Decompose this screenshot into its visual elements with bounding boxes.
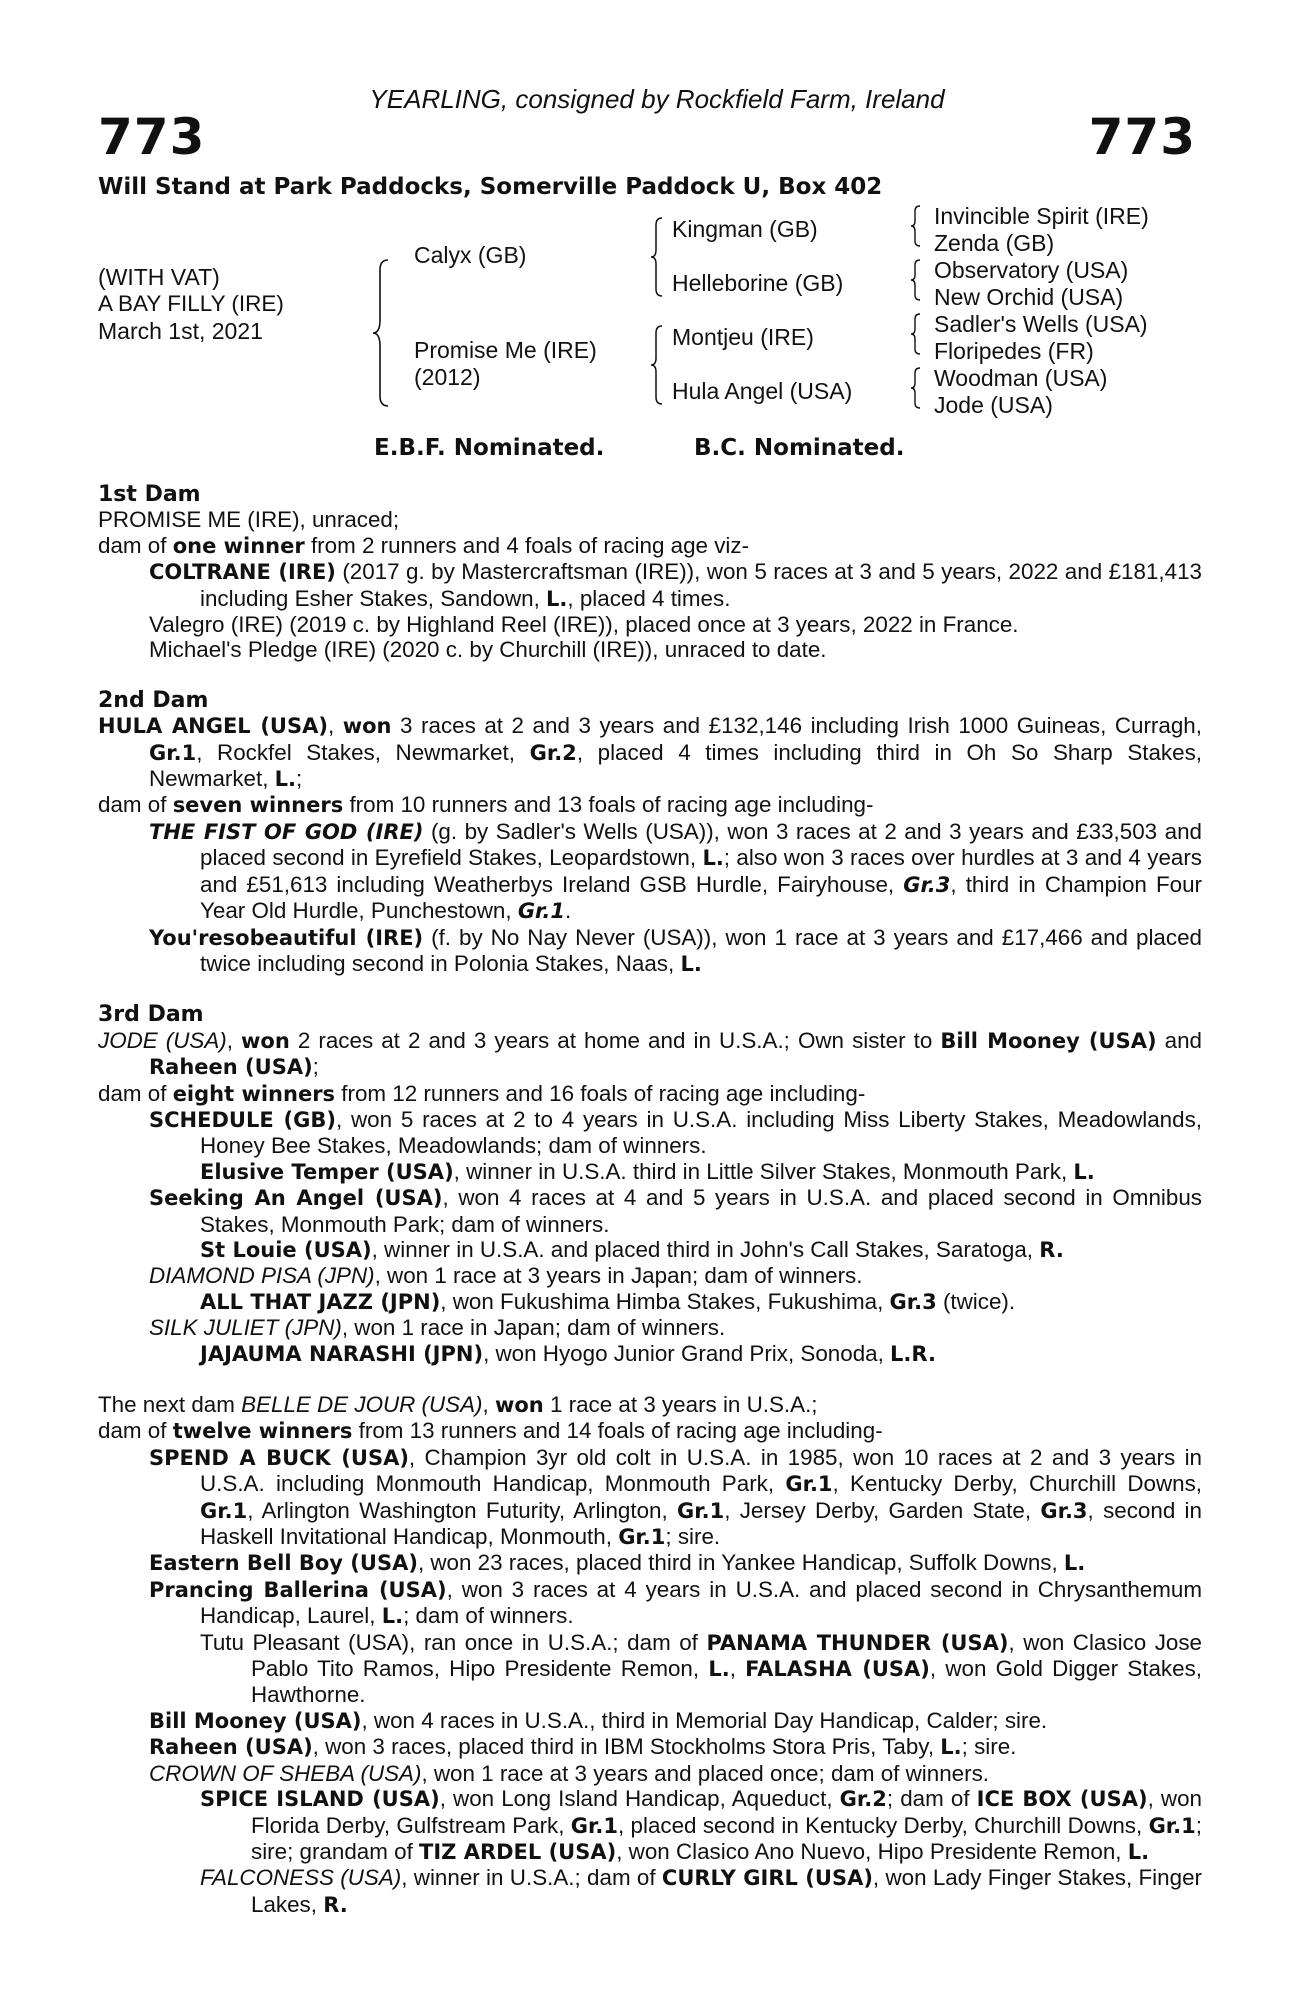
lot-number-right: 773	[1088, 108, 1196, 166]
produce-spend-a-buck: SPEND A BUCK (USA), Champion 3yr old colt in U.S.A. in 1985, won 10 races at 2 and 3 years in U.S.A. including Monmouth Handicap, Monmouth Park, Gr.1, Kentucky Derby, Churchill Downs, Gr.1, Arlington Washington Futurity, Arlington, Gr.1, Jersey Derby, Garden State, Gr.3, second in Haskell Invitational Handicap, Monmouth, Gr.1; sire.	[149, 1444, 1203, 1550]
first-dam-line: PROMISE ME (IRE), unraced;	[98, 507, 400, 533]
horse-name: A BAY FILLY (IRE)	[98, 291, 284, 316]
third-dam-produce-summary: dam of eight winners from 12 runners and 16 foals of racing age including-	[98, 1080, 866, 1106]
gg-6: Floripedes (FR)	[934, 338, 1094, 364]
second-dam-heading: 2nd Dam	[98, 687, 209, 713]
produce-coltrane: COLTRANE (IRE) (2017 g. by Mastercraftsman (IRE)), won 5 races at 3 and 5 years, 2022 and £181,413 including Esher Stakes, Sandown, L., placed 4 times.	[149, 559, 1202, 611]
second-dam-line: HULA ANGEL (USA), won 3 races at 2 and 3 years and £132,146 including Irish 1000 Guineas, Curragh, Gr.1, Rockfel Stakes, Newmarket, Gr.2, placed 4 times including third in Oh So Sharp Stakes, Newmarket, L.;	[98, 713, 1202, 792]
produce-jajauma-narashi: JAJAUMA NARASHI (JPN), won Hyogo Junior Grand Prix, Sonoda, L.R.	[200, 1340, 936, 1366]
produce-st-louie: St Louie (USA), winner in U.S.A. and placed third in John's Call Stakes, Saratoga, R.	[200, 1236, 1064, 1262]
gg-8: Jode (USA)	[934, 392, 1053, 418]
sire: Calyx (GB)	[414, 242, 527, 268]
sire-bracket	[650, 216, 666, 298]
produce-all-that-jazz: ALL THAT JAZZ (JPN), won Fukushima Himba Stakes, Fukushima, Gr.3 (twice).	[200, 1288, 1016, 1314]
gg-1: Invincible Spirit (IRE)	[934, 203, 1149, 229]
ebf-nomination: E.B.F. Nominated.	[374, 435, 605, 461]
main-bracket	[372, 258, 392, 408]
gg-4: New Orchid (USA)	[934, 284, 1124, 310]
produce-bill-mooney: Bill Mooney (USA), won 4 races in U.S.A., third in Memorial Day Handicap, Calder; sire.	[149, 1707, 1048, 1733]
produce-seeking-an-angel: Seeking An Angel (USA), won 4 races at 4 and 5 years in U.S.A. and placed second in Omnibus Stakes, Monmouth Park; dam of winners.	[149, 1185, 1202, 1237]
lot-number-left: 773	[98, 108, 206, 166]
g-bracket-3	[910, 312, 924, 356]
produce-schedule: SCHEDULE (GB), won 5 races at 2 to 4 years in U.S.A. including Miss Liberty Stakes, Meadowlands, Honey Bee Stakes, Meadowlands; dam of winners.	[149, 1106, 1202, 1159]
sire-sire: Kingman (GB)	[672, 216, 818, 242]
produce-raheen: Raheen (USA), won 3 races, placed third in IBM Stockholms Stora Pris, Taby, L.; sire.	[149, 1734, 1017, 1760]
produce-diamond-pisa: DIAMOND PISA (JPN), won 1 race at 3 years in Japan; dam of winners.	[149, 1263, 863, 1289]
produce-tutu-pleasant: Tutu Pleasant (USA), ran once in U.S.A.; dam of PANAMA THUNDER (USA), won Clasico Jose Pablo Tito Ramos, Hipo Presidente Remon, L., FALASHA (USA), won Gold Digger Stakes, Hawthorne.	[200, 1629, 1203, 1708]
catalogue-body	[98, 482, 1202, 1918]
produce-youresobeautiful: You'resobeautiful (IRE) (f. by No Nay Never (USA)), won 1 race at 3 years and £17,466 and placed twice including second in Polonia Stakes, Naas, L.	[149, 924, 1202, 976]
first-dam-produce-summary: dam of one winner from 2 runners and 4 foals of racing age viz-	[98, 532, 750, 558]
sire-dam: Helleborine (GB)	[672, 270, 844, 296]
g-bracket-4	[910, 366, 924, 410]
foaling-date: March 1st, 2021	[98, 318, 263, 344]
dam-year: (2012)	[414, 364, 481, 390]
produce-spice-island: SPICE ISLAND (USA), won Long Island Handicap, Aqueduct, Gr.2; dam of ICE BOX (USA), won Florida Derby, Gulfstream Park, Gr.1, placed second in Kentucky Derby, Churchill Downs, Gr.1; sire; grandam of TIZ ARDEL (USA), won Clasico Ano Nuevo, Hipo Presidente Remon, L.	[200, 1786, 1202, 1864]
produce-elusive-temper: Elusive Temper (USA), winner in U.S.A. third in Little Silver Stakes, Monmouth Park, L.	[200, 1158, 1095, 1184]
g-bracket-2	[910, 258, 924, 302]
gg-2: Zenda (GB)	[934, 230, 1055, 256]
produce-fist-of-god: THE FIST OF GOD (IRE) (g. by Sadler's Wells (USA)), won 3 races at 2 and 3 years and £33,503 and placed second in Eyrefield Stakes, Leopardstown, L.; also won 3 races over hurdles at 3 and 4 years and £51,613 including Weatherbys Ireland GSB Hurdle, Fairyhouse, Gr.3, third in Champion Four Year Old Hurdle, Punchestown, Gr.1.	[149, 818, 1203, 924]
first-dam-heading: 1st Dam	[98, 482, 201, 507]
dam-dam: Hula Angel (USA)	[672, 378, 853, 404]
produce-crown-of-sheba: CROWN OF SHEBA (USA), won 1 race at 3 years and placed once; dam of winners.	[149, 1760, 989, 1786]
next-dam-produce-summary: dam of twelve winners from 13 runners and 14 foals of racing age including-	[98, 1418, 883, 1444]
dam-sire: Montjeu (IRE)	[672, 324, 814, 350]
bc-nomination: B.C. Nominated.	[694, 435, 905, 461]
produce-eastern-bell-boy: Eastern Bell Boy (USA), won 23 races, placed third in Yankee Handicap, Suffolk Downs, L.	[149, 1550, 1086, 1576]
next-dam-line: The next dam BELLE DE JOUR (USA), won 1 race at 3 years in U.S.A.;	[98, 1392, 818, 1417]
produce-valegro: Valegro (IRE) (2019 c. by Highland Reel (IRE)), placed once at 3 years, 2022 in France.	[149, 612, 1019, 638]
third-dam-line: JODE (USA), won 2 races at 2 and 3 years at home and in U.S.A.; Own sister to Bill Mooney (USA) and Raheen (USA);	[98, 1027, 1202, 1080]
gg-3: Observatory (USA)	[934, 257, 1129, 283]
dam-bracket	[650, 324, 666, 406]
third-dam-heading: 3rd Dam	[98, 1002, 204, 1028]
produce-falconess: FALCONESS (USA), winner in U.S.A.; dam of CURLY GIRL (USA), won Lady Finger Stakes, Finger Lakes, R.	[200, 1865, 1202, 1917]
produce-prancing-ballerina: Prancing Ballerina (USA), won 3 races at 4 years in U.S.A. and placed second in Chrysanthemum Handicap, Laurel, L.; dam of winners.	[149, 1576, 1202, 1629]
gg-7: Woodman (USA)	[934, 365, 1108, 391]
stand-location: Will Stand at Park Paddocks, Somerville Paddock U, Box 402	[98, 174, 883, 200]
consignment-line: YEARLING, consigned by Rockfield Farm, Ireland	[369, 84, 945, 114]
produce-silk-juliet: SILK JULIET (JPN), won 1 race in Japan; dam of winners.	[149, 1315, 726, 1341]
produce-michaels-pledge: Michael's Pledge (IRE) (2020 c. by Churchill (IRE)), unraced to date.	[149, 637, 827, 663]
vat-note: (WITH VAT)	[98, 264, 220, 290]
second-dam-produce-summary: dam of seven winners from 10 runners and 13 foals of racing age including-	[98, 792, 874, 818]
gg-5: Sadler's Wells (USA)	[934, 311, 1148, 337]
dam: Promise Me (IRE)	[414, 337, 597, 363]
g-bracket-1	[910, 204, 924, 248]
